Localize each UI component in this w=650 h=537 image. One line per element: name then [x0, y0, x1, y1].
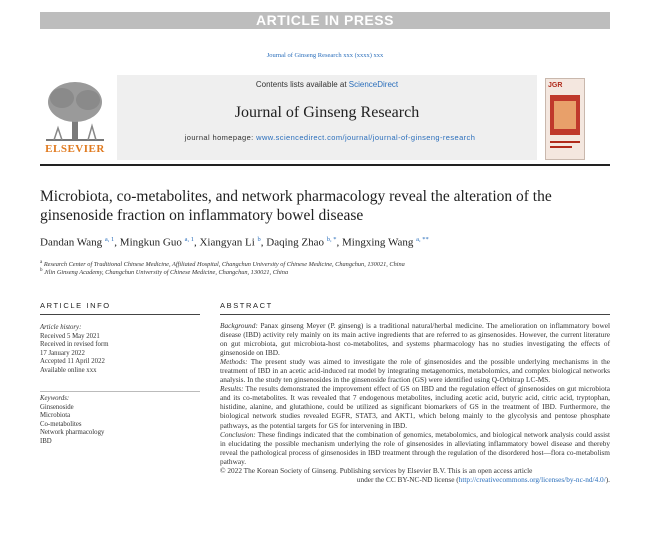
article-info-divider	[40, 314, 200, 315]
abstract-results	[220, 384, 610, 429]
author-affil-mark[interactable]: a, 1	[104, 236, 115, 243]
results-text: The results demonstrated the improvement effect of GS on IBD and the regulation effect of ginsenosides on gut microbiota and its co-metabolites. It was revealed that 7 endogenous metabolites, including acetic acid, butyric acid, citric acid, tryptophan, histidine, alanine, and glutathione, could be utilized as significant biomarkers of GS in the treatment of IBD. Furthermore, the biological network studies revealed EGFR, STAT3, and AKT1, which belong mainly to the glycolysis and pentose phosphate pathways, as the potential targets for GS for intervening in IBD.	[220, 384, 610, 430]
abstract-conclusion	[220, 430, 610, 466]
keyword-item[interactable]: Network pharmacology	[40, 429, 105, 437]
homepage-label: journal homepage:	[184, 133, 257, 142]
affiliation-b	[40, 268, 610, 276]
abstract-background	[220, 321, 610, 357]
license-prefix: under the CC BY-NC-ND license (	[356, 474, 459, 484]
keyword-item[interactable]: Microbiota	[40, 412, 71, 420]
affiliation-mark: b	[40, 268, 43, 273]
affiliation-mark: a	[40, 260, 43, 265]
methods-label: Methods:	[220, 357, 248, 367]
history-item: Received 5 May 2021	[40, 332, 100, 340]
affiliation-a	[40, 260, 610, 268]
keywords-label: Keywords:	[40, 395, 70, 402]
background-label: Background:	[220, 321, 258, 330]
journal-citation-link[interactable]: Journal of Ginseng Research xxx (xxxx) xxx	[266, 52, 384, 59]
history-item: Available online xxx	[40, 367, 97, 374]
history-item: 17 January 2022	[40, 349, 85, 357]
keyword-item[interactable]: Co-metabolites	[40, 420, 82, 428]
journal-homepage	[140, 133, 520, 143]
background-text: Panax ginseng Meyer (P. ginseng) is a traditional natural/herbal medicine. The amelioration on inflammatory bowel disease (IBD) activity rely mainly on its main active ingredients that are referred to as ginsenosides. However, the current literature on gut microbiota, gut microbiota-host co-metabolites, and systems pharmacology has no studies investigating the effects of ginsenoside on IBD.	[220, 321, 610, 358]
author-name[interactable]: Dandan Wang	[40, 236, 103, 249]
license-line	[220, 475, 610, 484]
abstract-divider	[220, 314, 610, 315]
history-label: Article history:	[40, 324, 82, 331]
results-label: Results:	[220, 384, 244, 394]
cover-art-icon	[546, 79, 584, 159]
abstract-body	[220, 321, 610, 484]
contents-prefix: Contents lists available at	[255, 80, 349, 89]
article-in-press-banner: ARTICLE IN PRESS	[40, 12, 610, 29]
author-name[interactable]: Daqing Zhao	[266, 236, 324, 249]
history-item: Received in revised form	[40, 341, 109, 349]
author-affil-mark[interactable]: b	[257, 236, 261, 243]
affiliation-text: Jilin Ginseng Academy, Changchun University of Chinese Medicine, Changchun, 130021, China	[44, 269, 289, 277]
author-list: Dandan Wang $^{a, 1}$, Mingkun Guo $^{a, 1}$, Xiangyan Li $^b$, Daqing Zhao $^{b, *}$, Mingxing Wang $^{a, **}$	[40, 236, 429, 249]
license-suffix: ).	[605, 474, 610, 484]
history-item: Accepted 11 April 2022	[40, 358, 105, 366]
journal-homepage-link[interactable]: www.sciencedirect.com/journal/journal-of-ginseng-research	[256, 133, 476, 142]
contents-line	[117, 80, 537, 89]
author-affil-mark[interactable]: a, **	[416, 236, 429, 243]
author-affil-mark[interactable]: b, *	[326, 236, 337, 243]
affiliation-text: Research Center of Traditional Chinese Medicine, Affiliated Hospital, Changchun University of Chinese Medicine, Changchun, 130021, China	[43, 261, 405, 269]
author-name[interactable]: Mingxing Wang	[342, 236, 414, 249]
keyword-item[interactable]: IBD	[40, 438, 52, 445]
author-name[interactable]: Xiangyan Li	[199, 236, 255, 249]
copyright-line: © 2022 The Korean Society of Ginseng. Publishing services by Elsevier B.V. This is an open access article	[220, 465, 533, 475]
keyword-item[interactable]: Ginsenoside	[40, 403, 74, 411]
methods-text: The present study was aimed to investigate the role of ginsenosides and the possible underlying mechanisms in the treatment of IBD in an acetic acid-induced rat model by integrating metagenomics, metabolomics, and complex biological networks analysis. In the study ten ginsenosides in the ginsenoside fraction (GS) were identified using Q-Orbitrap LC-MS.	[220, 357, 610, 385]
header-divider	[40, 164, 610, 166]
license-link[interactable]: http://creativecommons.org/licenses/by-nc-nd/4.0/	[458, 474, 606, 484]
conclusion-text: These findings indicated that the combination of genomics, metabolomics, and biological network analysis could assist in elucidating the possible mechanism underlying the role of ginsenosides in alleviating inflammatory bowel disease and thereby reveal the pathological process of ginsenosides in IBD treatment through the regulation of the disordered host—flora co-metabolism pathway.	[220, 429, 610, 466]
abstract-methods	[220, 357, 610, 384]
conclusion-label: Conclusion:	[220, 429, 256, 439]
cover-label: JGR	[548, 82, 563, 89]
sciencedirect-link[interactable]: ScienceDirect	[348, 80, 399, 89]
keywords-divider	[40, 391, 200, 392]
elsevier-wordmark: ELSEVIER	[45, 143, 105, 155]
article-info-heading: ARTICLE INFO	[40, 301, 111, 310]
author-affil-mark[interactable]: a, 1	[184, 236, 194, 243]
author-name[interactable]: Mingkun Guo	[119, 236, 182, 249]
journal-cover-thumbnail[interactable]	[545, 78, 585, 160]
abstract-heading: ABSTRACT	[220, 301, 273, 310]
article-title: Microbiota, co-metabolites, and network pharmacology reveal the alteration of the ginsenoside fraction on inflammatory bowel disease	[40, 188, 552, 224]
journal-title: Journal of Ginseng Research	[234, 104, 420, 121]
